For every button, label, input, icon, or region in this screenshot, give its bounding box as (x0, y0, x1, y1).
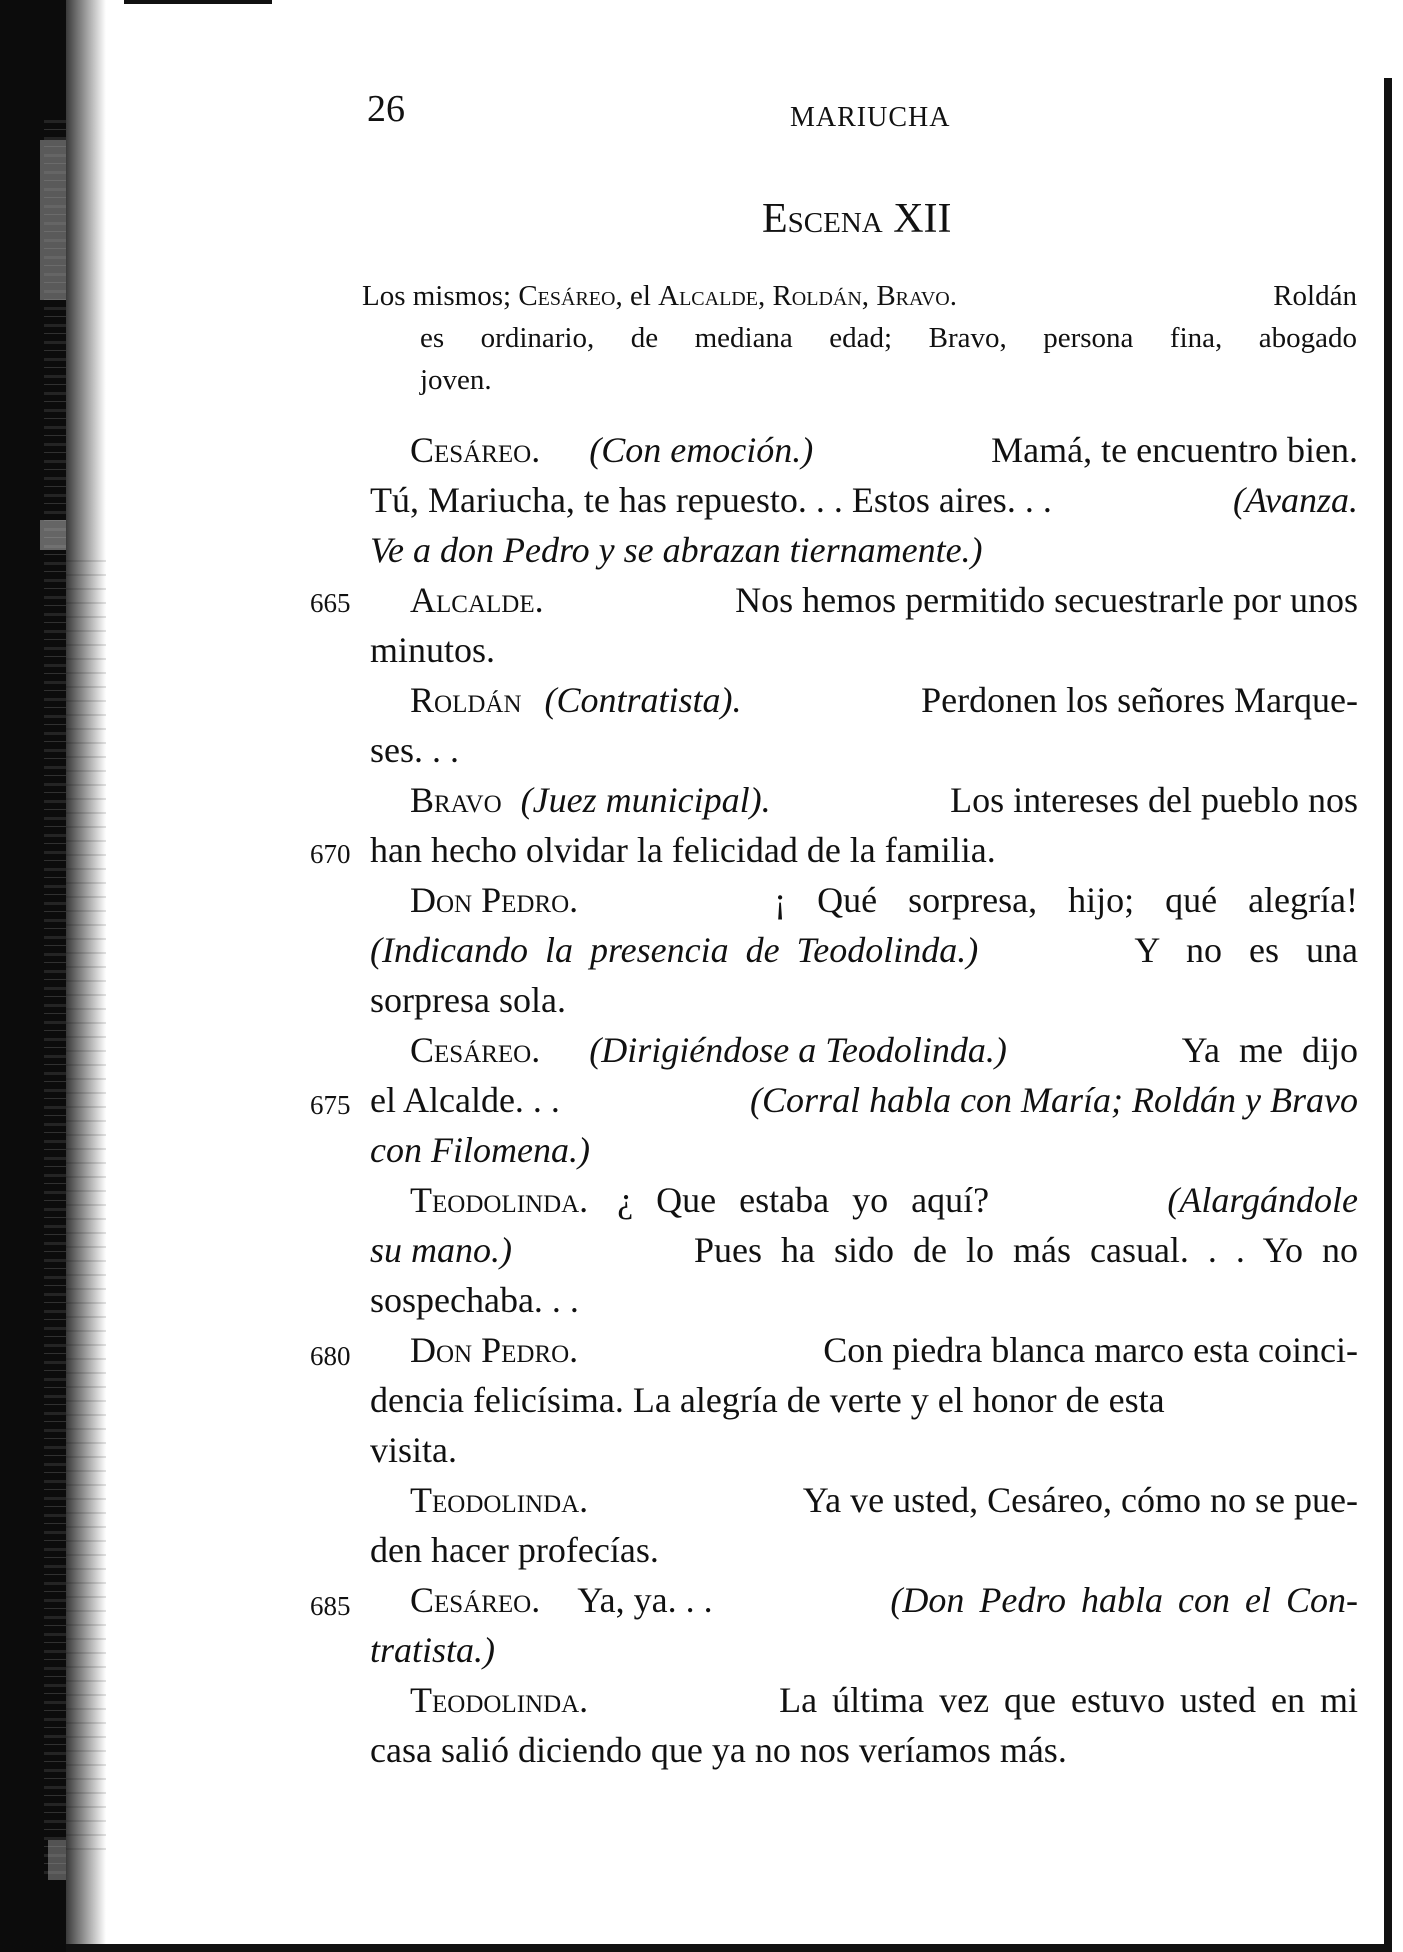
stage-text: es ordinario, de mediana edad; Bravo, persona fina, abogado (420, 322, 1357, 354)
stage-note: su mano.) (370, 1230, 512, 1270)
speech: ¿ Que estaba yo aquí? (617, 1180, 990, 1220)
speaker-name: Teodolinda. (410, 1480, 589, 1520)
speaker-name: Bravo (410, 780, 502, 820)
speech: Perdonen los señores Marque- (921, 680, 1358, 720)
line-number: 675 (310, 1090, 351, 1120)
stage-note: (Dirigiéndose a Teodolinda.) (589, 1030, 1007, 1070)
speech: ses. . . (370, 730, 459, 770)
line-number: 680 (310, 1341, 351, 1371)
dialogue-line (410, 1332, 1358, 1368)
speaker-name: Teodolinda. (410, 1180, 589, 1220)
character-cesareo: Cesáreo, (518, 280, 623, 312)
stage-note: (Indicando la presencia de Teodolinda.) (370, 930, 979, 970)
dialogue-line (370, 1532, 659, 1568)
dialogue-line (370, 1282, 579, 1318)
speech: sorpresa sola. (370, 980, 566, 1020)
speech: casa salió diciendo que ya no nos veríamos más. (370, 1730, 1067, 1770)
speech: Ya me dijo (1181, 1030, 1358, 1070)
speaker-name: Teodolinda. (410, 1680, 589, 1720)
stage-note: (Corral habla con María; Roldán y Bravo (750, 1080, 1358, 1120)
dialogue-line (410, 782, 1358, 818)
dialogue-line (370, 732, 459, 768)
stage-note: (Contratista). (544, 680, 742, 720)
stage-note: (Don Pedro habla con el Con- (890, 1580, 1358, 1620)
dialogue-line (370, 1082, 1358, 1118)
stage-note: (Con emoción.) (589, 430, 814, 470)
speaker-name: Cesáreo. (410, 1030, 541, 1070)
dialogue-line (410, 1182, 1358, 1218)
speech: Ya ve usted, Cesáreo, cómo no se pue- (802, 1480, 1358, 1520)
speech: Pues ha sido de lo más casual. . . Yo no (694, 1230, 1358, 1270)
speech: Tú, Mariucha, te has repuesto. . . Estos aires. . . (370, 480, 1052, 520)
speech: ¡ Qué sorpresa, hijo; qué alegría! (774, 880, 1358, 920)
stage-article: el (629, 280, 651, 312)
stage-note: tratista.) (370, 1630, 496, 1670)
speech: Y no es una (1134, 930, 1358, 970)
speech: minutos. (370, 630, 496, 670)
page-number: 26 (367, 88, 405, 130)
scene-title: Escena XII (762, 196, 952, 242)
dialogue-line (410, 882, 1358, 918)
dialogue-line (370, 982, 566, 1018)
speech: visita. (370, 1430, 457, 1470)
dialogue-line (410, 1032, 1358, 1068)
dialogue-line (370, 1382, 1165, 1418)
speaker-name: Cesáreo. (410, 1580, 541, 1620)
dialogue-line (410, 1482, 1358, 1518)
dialogue-line (410, 1682, 1358, 1718)
speaker-name: Don Pedro. (410, 880, 579, 920)
dialogue-line (370, 482, 1358, 518)
stage-note: Ve a don Pedro y se abrazan tiernamente.) (370, 530, 983, 570)
dialogue-line (410, 682, 1358, 718)
dialogue-line (370, 632, 495, 668)
line-number: 665 (310, 588, 351, 618)
speech: Con piedra blanca marco esta coinci- (823, 1330, 1358, 1370)
dialogue-line (370, 1432, 457, 1468)
dialogue-line (370, 532, 983, 568)
dialogue-line (370, 1632, 495, 1668)
dialogue-line (370, 932, 1358, 968)
speech: dencia felicísima. La alegría de verte y el honor de esta (370, 1380, 1165, 1420)
line-number: 670 (310, 839, 351, 869)
dialogue-line (370, 1232, 1358, 1268)
dialogue-line (410, 1582, 1358, 1618)
speech: han hecho olvidar la felicidad de la familia. (370, 830, 996, 870)
dialogue-line (410, 432, 1358, 468)
stage-note: (Juez municipal). (520, 780, 771, 820)
speech: La última vez que estuvo usted en mi (779, 1680, 1358, 1720)
character-alcalde: Alcalde, (658, 280, 766, 312)
character-bravo: Bravo. (876, 280, 957, 312)
speaker-name: Alcalde. (410, 580, 544, 620)
speaker-name: Don Pedro. (410, 1330, 579, 1370)
speech: el Alcalde. . . (370, 1080, 560, 1120)
stage-text: joven. (420, 364, 492, 396)
speech: den hacer profecías. (370, 1530, 659, 1570)
stage-intro: Los mismos; (362, 280, 512, 312)
stage-note: (Avanza. (1233, 480, 1358, 520)
running-head: MARIUCHA (790, 102, 951, 133)
line-number: 685 (310, 1591, 351, 1621)
dialogue-line (370, 832, 996, 868)
speech: Los intereses del pueblo nos (950, 780, 1358, 820)
stage-note: (Alargándole (1167, 1180, 1358, 1220)
speech: Nos hemos permitido secuestrarle por unos (735, 580, 1358, 620)
speech: Mamá, te encuentro bien. (991, 430, 1358, 470)
speech: sospechaba. . . (370, 1280, 579, 1320)
stage-note: con Filomena.) (370, 1130, 590, 1170)
dialogue-line (370, 1732, 1067, 1768)
character-roldan: Roldán, (772, 280, 870, 312)
speech: Ya, ya. . . (577, 1580, 713, 1620)
speaker-name: Cesáreo. (410, 430, 541, 470)
stage-text: Roldán (1273, 280, 1357, 312)
dialogue-line (410, 582, 1358, 618)
speaker-name: Roldán (410, 680, 522, 720)
dialogue-line (370, 1132, 590, 1168)
